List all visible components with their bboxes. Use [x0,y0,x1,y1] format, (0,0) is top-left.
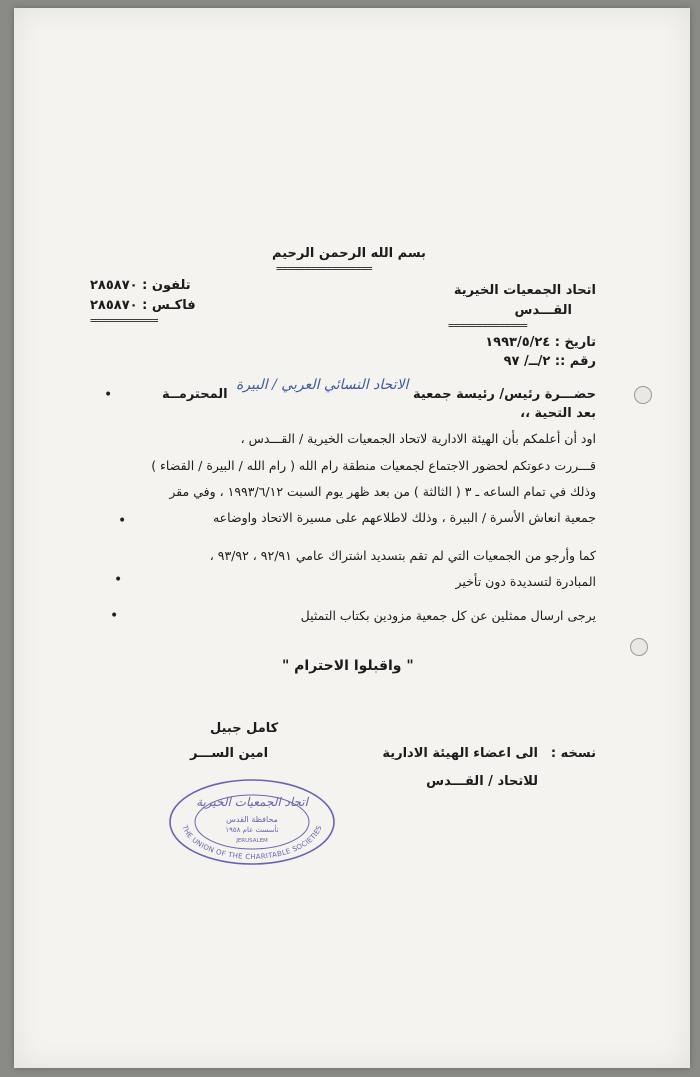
basmala: بسم الله الرحمن الرحيم [272,246,426,261]
punch-hole-top [634,386,652,404]
copies-to-union: للاتحاد / القـــدس [426,774,538,789]
addressee-line: حضـــرة رئيس/ رئيسة جمعية [412,387,596,402]
union-stamp [168,778,336,866]
stamp-arabic-name: اتحاد الجمعيات الخيرية [196,795,308,809]
letter-date: تاريخ : ١٩٩٣/٥/٢٤ [485,335,596,350]
signatory-title: امين الســـر [190,746,269,761]
body-line-2: قـــررت دعوتكم لحضور الاجتماع لجمعيات منطقة رام الله ( رام الله / البيرة / القضاء ) [151,458,596,473]
signatory-name: كامل جبيل [210,721,279,736]
sender-name: اتحاد الجمعيات الخيرية [453,283,596,298]
bullet-dot: • [118,513,127,529]
letter-reference: رقم :: ٢/ــ/ ٩٧ [503,354,596,369]
sender-city: القـــدس [514,303,572,318]
body-line-3: وذلك في تمام الساعه ـ ٣ ( الثالثة ) من بعد ظهر يوم السبت ١٩٩٣/٦/١٢ ، وفي مقر [169,484,596,499]
stamp-ring-text: THE UNION OF THE CHARITABLE SOCIETIES [180,824,324,862]
body-line-4: جمعية انعاش الأسرة / البيرة ، وذلك لاطلاعهم على مسيرة الاتحاد واوضاعه [212,510,596,525]
bullet-dot: • [104,387,113,403]
stamp-arabic-year: تأسست عام ١٩٥٨ [225,826,279,834]
stamp-city: JERUSALEM [236,838,268,844]
closing-line: " واقبلوا الاحترام " [282,658,414,674]
stamp-arabic-sub: محافظة القدس [226,815,278,824]
addressee-handwritten: الاتحاد النسائي العربي / البيرة [236,377,409,393]
request-line-1: كما وأرجو من الجمعيات التي لم تقم بتسديد اشتراك عامي ٩٢/٩١ ، ٩٣/٩٢ ، [209,548,596,563]
contact-underline: ============ [90,314,158,327]
copies-label: نسخه : [550,746,596,761]
bullet-dot: • [110,608,119,624]
punch-hole-bottom [630,638,648,656]
body-line-1: اود أن أعلمكم بأن الهيئة الادارية لاتحاد الجمعيات الخيرية / القـــدس ، [240,431,596,446]
addressee-honorific: المحترمــة [162,387,228,402]
basmala-underline: ================= [276,262,372,275]
phone-number: تلفون : ٢٨٥٨٧٠ [90,278,191,293]
letter-sheet [14,8,690,1068]
bullet-dot: • [114,572,123,588]
request-line-2: المبادرة لتسديدة دون تأخير [455,574,596,589]
copies-to-board: الى اعضاء الهيئة الادارية [382,746,538,761]
fax-number: فاكـس : ٢٨٥٨٧٠ [90,298,196,313]
delegates-line: يرجى ارسال ممثلين عن كل جمعية مزودين بكتاب التمثيل [300,608,596,623]
sender-underline: ============== [448,319,527,332]
greeting: بعد التحية ،، [520,406,596,421]
